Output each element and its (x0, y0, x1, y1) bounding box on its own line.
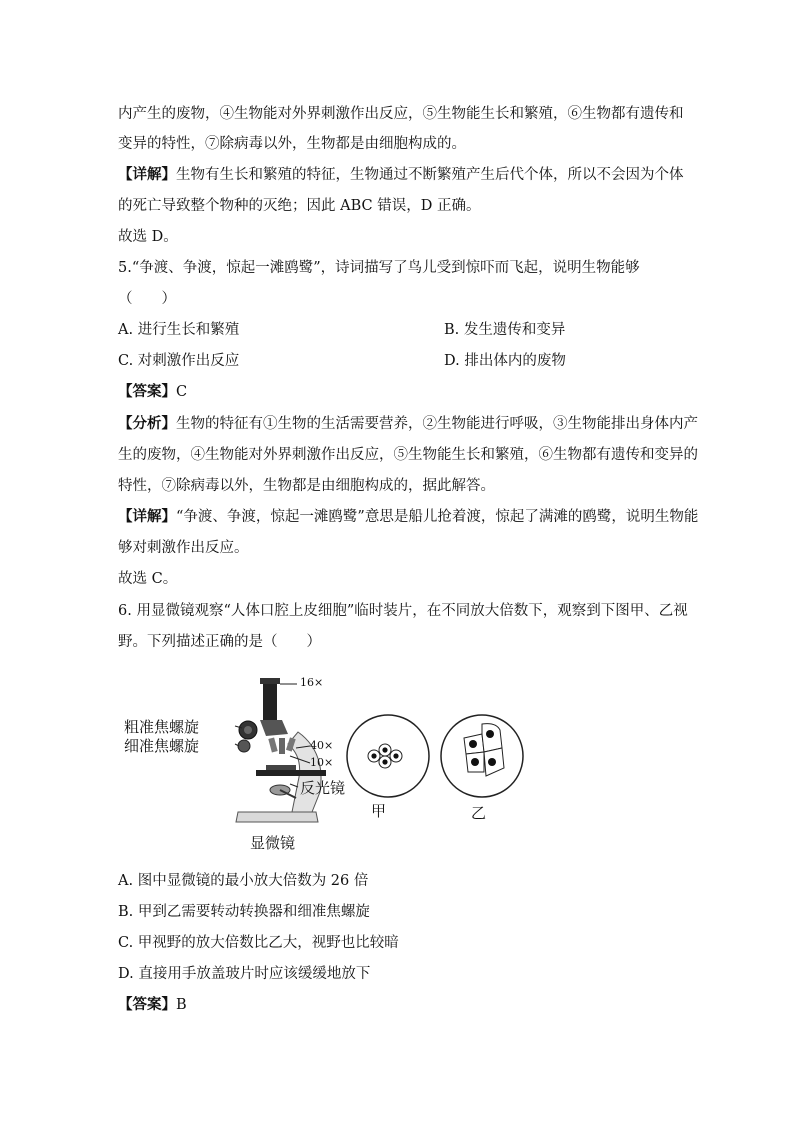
q6-answer (118, 995, 187, 1015)
q6-option-b: B. 甲到乙需要转动转换器和细准焦螺旋 (118, 904, 370, 920)
answer-tag: 【答案】 (118, 383, 176, 400)
q5-detail (118, 507, 698, 527)
text-line: 特性，⑦除病毒以外，生物都是由细胞构成的，据此解答。 (118, 478, 495, 494)
text-line: 变异的特性，⑦除病毒以外，生物都是由细胞构成的。 (118, 136, 466, 152)
view-a-label: 甲 (371, 802, 387, 820)
view-b-label: 乙 (471, 804, 487, 822)
question-6-stem: 6. 用显微镜观察“人体口腔上皮细胞”临时装片，在不同放大倍数下，观察到下图甲、乙视 (118, 603, 688, 619)
detail-tag: 【详解】 (118, 166, 176, 183)
eyepiece-label: 16× (300, 676, 324, 689)
microscope-caption: 显微镜 (250, 834, 296, 852)
q5-option-a: A. 进行生长和繁殖 (118, 322, 240, 338)
q5-option-b: B. 发生遗传和变异 (444, 322, 566, 338)
detail-text: 生物有生长和繁殖的特征，生物通过不断繁殖产生后代个体，所以不会因为个体 (176, 167, 684, 183)
q6-option-a: A. 图中显微镜的最小放大倍数为 26 倍 (118, 873, 369, 889)
q6-option-c: C. 甲视野的放大倍数比乙大，视野也比较暗 (118, 935, 399, 951)
coarse-knob-label: 粗准焦螺旋 (124, 718, 200, 736)
q5-option-c: C. 对刺激作出反应 (118, 353, 240, 369)
choice-line: 故选 C。 (118, 571, 178, 587)
answer-value: C (176, 384, 188, 400)
detail-tag: 【详解】 (118, 508, 176, 525)
objective-40x-label: 40× (310, 739, 334, 752)
q5-analysis (118, 414, 698, 434)
microscope-figure (120, 672, 540, 857)
q5-answer (118, 382, 187, 402)
text-line: 生的废物，④生物能对外界刺激作出反应，⑤生物能生长和繁殖，⑥生物都有遗传和变异的 (118, 447, 698, 463)
answer-value: B (176, 997, 187, 1013)
objective-10x-label: 10× (310, 756, 334, 769)
analysis-text: 生物的特征有①生物的生活需要营养，②生物能进行呼吸，③生物能排出身体内产 (176, 416, 698, 432)
choice-line: 故选 D。 (118, 229, 178, 245)
text-line: 野。下列描述正确的是（ ） (118, 634, 321, 650)
text-line: 的死亡导致整个物种的灭绝；因此 ABC 错误，D 正确。 (118, 198, 481, 214)
question-5-stem: 5.“争渡、争渡，惊起一滩鸥鹭”，诗词描写了鸟儿受到惊吓而飞起，说明生物能够 (118, 260, 640, 276)
answer-tag: 【答案】 (118, 996, 176, 1013)
q6-option-d: D. 直接用手放盖玻片时应该缓缓地放下 (118, 966, 371, 982)
text-line: 够对刺激作出反应。 (118, 540, 249, 556)
q5-option-d: D. 排出体内的废物 (444, 353, 566, 369)
detail-text: “争渡、争渡，惊起一滩鸥鹭”意思是船儿抢着渡，惊起了满滩的鸥鹭，说明生物能 (176, 509, 699, 525)
text-line: 内产生的废物，④生物能对外界刺激作出反应，⑤生物能生长和繁殖，⑥生物都有遗传和 (118, 106, 684, 122)
question-5-bracket: （ ） (118, 291, 176, 307)
detail-paragraph (118, 165, 684, 185)
analysis-tag: 【分析】 (118, 415, 176, 432)
fine-knob-label: 细准焦螺旋 (124, 737, 200, 755)
mirror-label: 反光镜 (300, 779, 346, 797)
